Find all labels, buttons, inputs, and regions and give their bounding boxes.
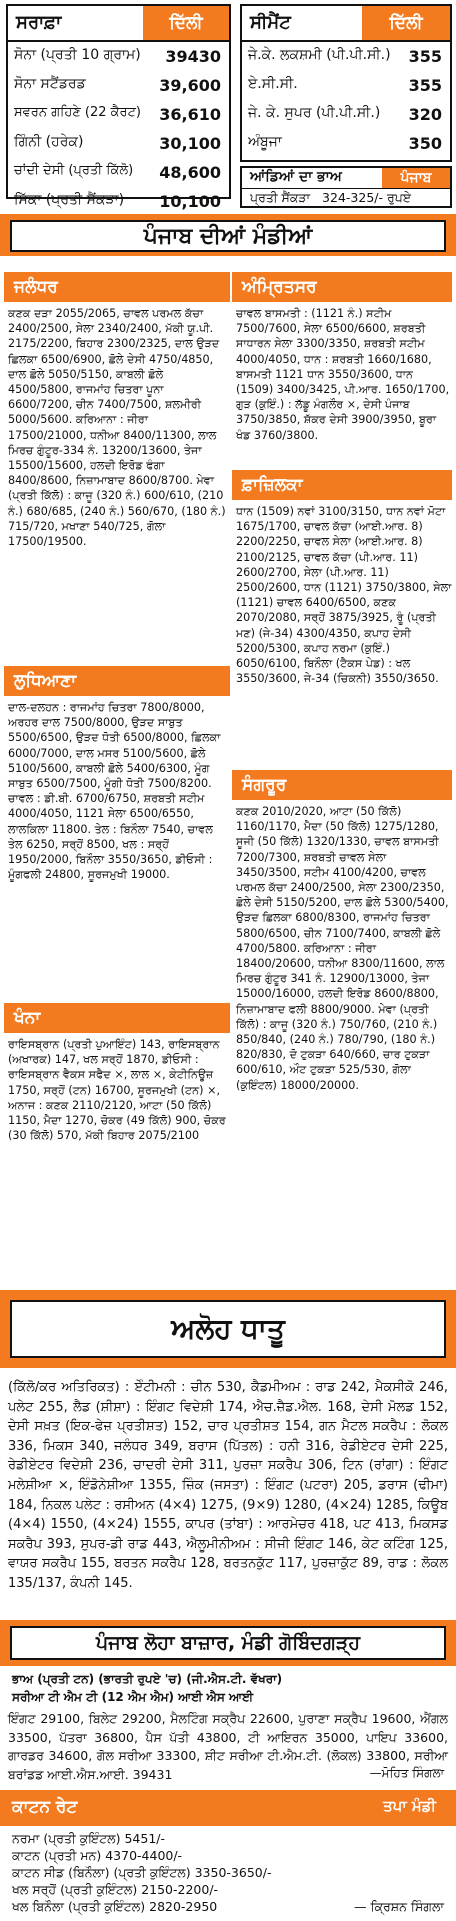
eggs-panel [240, 166, 452, 208]
city-heading: ਜਲੰਧਰ [4, 272, 230, 302]
bullion-title: ਸਰਾਫ਼ਾ [16, 12, 62, 33]
cement-title: ਸੀਮੈਂਟ [250, 12, 291, 33]
eggs-header [242, 168, 450, 189]
cement-row: ਜੇ. ਕੇ. ਸੁਪਰ (ਪੀ.ਪੀ.ਸੀ.) 320 [248, 105, 442, 124]
market-text: ਧਾਨ (1509) ਨਵਾਂ 3100/3150, ਧਾਨ ਨਵਾਂ ਮੋਟਾ 1675/1700, ਚਾਵਲ ਕੱਚਾ (ਆਈ.ਆਰ. 8) 2200/2250, ਚਾਵਲ ਸੇਲਾ (ਆਈ.ਆਰ. 8) 2100/2125, ਚਾਵਲ ਕੱਚਾ (ਪੀ.ਆਰ. 11) 2600/2700, ਸੇਲਾ (ਪੀ.ਆਰ. 11) 2500/2600, ਧਾਨ (1121) 3750/3800, ਸੇਲਾ (1121) ਚਾਵਲ 6400/6500, ਕਣਕ 2070/2080, ਸਰ੍ਹੋਂ 3875/3925, ਰੂੰ (ਪ੍ਰਤੀ ਮਣ) (ਜੇ-34) 4300/4350, ਕਪਾਹ ਦੇਸੀ 5200/5300, ਕਪਾਹ ਨਰਮਾ (ਕੁਇੰ.) 6050/6100, ਬਿਨੌਲਾ (ਟੈਕਸ ਪੇਡ) : ਖਲ 3550/3600, ਜੇ-34 (ਚਿਕਨੀ) 3550/3650. [236, 505, 452, 686]
mandi-heading: ਪੰਜਾਬ ਦੀਆਂ ਮੰਡੀਆਂ [10, 220, 446, 252]
cotton-row: ਕਾਟਨ ਸੀਡ (ਬਿਨੌਲਾ) (ਪ੍ਰਤੀ ਕੁਇੰਟਲ) 3350-3650/- [12, 1865, 272, 1880]
eggs-rate: ਪ੍ਰਤੀ ਸੈਂਕੜਾ 324-325/- ਰੁਪਏ [250, 190, 412, 205]
market-fazilka [236, 470, 452, 686]
market-ludhiana [8, 666, 230, 882]
market-text: ਦਾਲ-ਦਲਹਨ : ਰਾਜਮਾਂਹ ਚਿਤਰਾ 7800/8000, ਅਰਹਰ ਦਾਲ 7500/8000, ਉੜਦ ਸਾਬੁਤ 5500/6500, ਉੜਦ ਧੋਤੀ 6500/8000, ਛਿਲਕਾ 6000/7000, ਦਾਲ ਮਸਰ 5100/5600, ਛੋਲੇ 5100/5600, ਕਾਬਲੀ ਛੋਲੇ 5400/6300, ਮੂੰਗ ਸਾਬੁਤ 6500/7500, ਮੂੰਗੀ ਧੋਤੀ 7500/8200. ਚਾਵਲ : ਡੀ.ਬੀ. 6700/6750, ਸ਼ਰਬਤੀ ਸਟੀਮ 4000/4050, 1121 ਸੇਲਾ 6500/6550, ਲਾਲਕਿਲਾ 11800. ਤੇਲ : ਬਿਨੌਲਾ 7540, ਚਾਵਲ ਤੇਲ 6250, ਸਰ੍ਹੋਂ 8500, ਖਲ : ਸਰ੍ਹੋਂ 1950/2000, ਬਿਨੌਲਾ 3550/3650, ਡੀਓਸੀ : ਮੂੰਗਫਲੀ 24800, ਸੂਰਜਮੁਖੀ 19000. [8, 701, 221, 882]
bullion-city-tag: ਦਿੱਲੀ [143, 6, 229, 40]
bullion-row: ਸੋਨਾ (ਪ੍ਰਤੀ 10 ਗ੍ਰਾਮ) 39430 [14, 47, 221, 66]
iron-prices: ਇੰਗਟ 29100, ਬਿਲੇਟ 29200, ਮੈਲਟਿੰਗ ਸਕ੍ਰੈਪ 22600, ਪੁਰਾਣਾ ਸਕ੍ਰੈਪ 19600, ਐਂਗਲ 33500, ਪੱਤਰਾ 36800, ਪੈਸ ਪੱਤੀ 43800, ਟੀ ਆਇਰਨ 35000, ਪਾਇਪ 33600, ਗਾਰਡਰ 34600, ਗੋਲ ਸਰੀਆ 33300, ਸ਼ੀਟ ਸਰੀਆ ਟੀ.ਐਮ.ਟੀ. (ਲੋਕਲ) 33800, ਸਰੀਆ ਬਰਾਂਡਡ ਆਈ.ਐਸ.ਆਈ. 39431 [8, 1711, 448, 1782]
metal-band [0, 1290, 456, 1368]
metal-prices: (ਕਿੱਲੋ/ਕਰ ਅਤਿਰਿਕਤ) : ਏੰਟੀਮਨੀ : ਚੀਨ 530, ਕੈਡਮੀਅਮ : ਰਾਡ 242, ਮੈਕਸੀਕੋ 246, ਪਲੇਟ 255, ਲੈਡ (ਸ਼ੀਸ਼ਾ) : ਇੰਗਟ ਵਿਦੇਸ਼ੀ 174, ਐਚ.ਜ਼ੈਡ.ਐਲ. 168, ਦੇਸੀ ਮੋਲਡ 152, ਦੇਸੀ ਸਖ਼ਤ (ਇਕ-ਫੇਜ਼ ਪ੍ਰਤੀਸ਼ਤ) 152, ਚਾਰ ਪ੍ਰਤੀਸ਼ਤ 154, ਗਨ ਮੈਟਲ ਸਕਰੈਪ : ਲੋਕਲ 336, ਮਿਕਸ 340, ਜਲੰਧਰ 349, ਬਰਾਸ (ਪਿੱਤਲ) : ਹਨੀ 316, ਰੇਡੀਏਟਰ ਦੇਸੀ 225, ਰੇਡੀਏਟਰ ਵਿਦੇਸ਼ੀ 236, ਚਾਦਰੀ ਦੇਸੀ 311, ਪੁਰਜ਼ਾ ਸਕਰੈਪ 306, ਟਿਨ (ਰਾਂਗਾ) : ਇੰਗਟ ਮਲੇਸ਼ੀਆ ×, ਇੰਡੋਨੇਸ਼ੀਆ 1355, ਜ਼ਿੰਕ (ਜਸਤਾ) : ਇੰਗਟ (ਪਟਰਾ) 205, ਡਰਾਸ (ਢੀਮਾ) 184, ਨਿਕਲ ਪਲੇਟ : ਰਸੀਅਨ (4×4) 1275, (9×9) 1280, (4×24) 1285, ਕਿਊਬ (4×4) 1550, (4×24) 1555, ਕਾਪਰ (ਤਾਂਬਾ) : ਆਰਮੇਚਰ 418, ਪਟ 413, ਮਿਕਸਡ ਸਕਰੈਪ 393, ਸੁਪਰ-ਡੀ ਰਾਡ 443, ਐਲੂਮੀਨੀਅਮ : ਸੀਜੀ ਇੰਗਟ 146, ਕੇਟ ਕਟਿੰਗ 125, ਵਾਯਰ ਸਕਰੈਪ 155, ਬਰਤਨ ਸਕਰੈਪ 128, ਬਰਤਨਕੁੱਟ 117, ਪੁਰਜ਼ਾਕੁੱਟ 89, ਰਾਡ : ਲੋਕਲ 135/137, ਕੰਪਨੀ 145. [8, 1380, 448, 1591]
market-sangrur [236, 770, 452, 1093]
cement-row: ਏ.ਸੀ.ਸੀ. 355 [248, 76, 442, 95]
cotton-row: ਕਾਟਨ (ਪ੍ਰਤੀ ਮਨ) 4370-4400/- [12, 1848, 183, 1863]
cotton-bar [0, 1790, 456, 1826]
cotton-author: — ਕ੍ਰਿਸ਼ਨ ਸਿੰਗਲਾ [354, 1899, 444, 1914]
eggs-title: ਆਂਡਿਆਂ ਦਾ ਭਾਅ [250, 169, 342, 185]
bullion-row: ਚਾਂਦੀ ਦੇਸੀ (ਪ੍ਰਤੀ ਕਿੱਲੋ) 48,600 [14, 163, 221, 182]
iron-band [0, 1620, 456, 1666]
bullion-row: ਸਵਰਨ ਗਹਿਣੇ (22 ਕੈਰਟ) 36,610 [14, 105, 221, 124]
city-heading: ਅੰਮ੍ਰਿਤਸਰ [232, 272, 452, 302]
iron-rate-basis: ਭਾਅ (ਪ੍ਰਤੀ ਟਨ) (ਭਾਰਤੀ ਰੁਪਏ 'ਚ) (ਜੀ.ਐਸ.ਟੀ. ਵੱਖਰਾ) [12, 1672, 283, 1686]
cotton-row: ਨਰਮਾ (ਪ੍ਰਤੀ ਕੁਇੰਟਲ) 5451/- [12, 1831, 165, 1846]
market-text: ਰਾਇਸਬ੍ਰਾਨ (ਪ੍ਰਤੀ ਪੁਆਇੰਟ) 143, ਰਾਇਸਬ੍ਰਾਨ (ਅਖਾਰਕ) 147, ਖਲ ਸਰ੍ਹੋਂ 1870, ਡੀਓਸੀ : ਰਾਇਸਬ੍ਰਾਨ ਵੈਕਸ ਸਫੈਦ ×, ਲਾਲ ×, ਕੇਟੀਨਿਊਜ਼ 1750, ਸਰ੍ਹੋਂ (ਟਨ) 16700, ਸੂਰਜਮੁਖੀ (ਟਨ) ×, ਅਨਾਜ : ਕਣਕ 2110/2120, ਆਟਾ (50 ਕਿੱਲੋ) 1150, ਮੈਦਾ 1270, ਚੋਕਰ (49 ਕਿੱਲੋ) 900, ਚੋਕਰ (30 ਕਿੱਲੋ) 570, ਮੱਕੀ ਬਿਹਾਰ 2075/2100 [8, 1038, 226, 1143]
cement-panel [240, 4, 452, 162]
metal-heading: ਅਲੋਹ ਧਾਤੂ [10, 1300, 446, 1358]
market-text: ਕਣਕ 2010/2020, ਆਟਾ (50 ਕਿੱਲੋ) 1160/1170, ਮੈਦਾ (50 ਕਿੱਲੋ) 1275/1280, ਸੂਜੀ (50 ਕਿੱਲੋ) 1320/1330, ਚਾਵਲ ਬਾਸਮਤੀ 7200/7300, ਸ਼ਰਬਤੀ ਚਾਵਲ ਸੇਲਾ 3450/3500, ਸਟੀਮ 4100/4200, ਚਾਵਲ ਪਰਮਲ ਕੱਚਾ 2400/2500, ਸੇਲਾ 2300/2350, ਛੋਲੇ ਦੇਸੀ 5150/5200, ਦਾਲ ਛੋਲੇ 5300/5400, ਉੜਦ ਛਿਲਕਾ 6800/8300, ਰਾਜਮਾਂਹ ਚਿਤਰਾ 5800/6500, ਚੀਨ 7100/7400, ਕਾਬਲੀ ਛੋਲੇ 4700/5800. ਕਰਿਆਨਾ : ਜੀਰਾ 18400/20600, ਧਨੀਆ 8300/11600, ਲਾਲ ਮਿਰਚ ਗੁੰਟੂਰ 341 ਨੰ. 12900/13000, ਤੇਜਾ 15000/16000, ਹਲਦੀ ਇਰੋਡ 8600/8800, ਨਿਜ਼ਾਮਾਬਾਦ ਫਲੀ 8800/9000. ਮੇਵਾ (ਪ੍ਰਤੀ ਕਿੱਲੋ) : ਕਾਜੂ (320 ਨੰ.) 750/760, (210 ਨੰ.) 850/840, (240 ਨੰ.) 780/790, (180 ਨੰ.) 820/830, ਦੋ ਟੁਕੜਾ 640/660, ਚਾਰ ਟੁਕੜਾ 600/610, ਔਟ ਟੁਕੜਾ 525/530, ਗੋਲਾ (ਕੁਇੰਟਲ) 18000/20000. [236, 805, 449, 1092]
market-jalandhar [8, 272, 230, 549]
eggs-state-tag: ਪੰਜਾਬ [382, 168, 450, 188]
bullion-header [8, 6, 229, 42]
city-heading: ਫ਼ਾਜ਼ਿਲਕਾ [232, 470, 452, 500]
iron-heading: ਪੰਜਾਬ ਲੋਹਾ ਬਾਜ਼ਾਰ, ਮੰਡੀ ਗੋਬਿੰਦਗੜ੍ਹ [10, 1626, 446, 1660]
cotton-row: ਖਲ ਸਰ੍ਹੋਂ (ਪ੍ਰਤੀ ਕੁਇੰਟਲ) 2150-2200/- [12, 1882, 219, 1897]
iron-author: —ਮੋਹਿਤ ਸਿੰਗਲਾ [369, 1766, 444, 1780]
cotton-place: ਤਪਾ ਮੰਡੀ [383, 1797, 436, 1815]
city-heading: ਲੁਧਿਆਣਾ [4, 666, 230, 696]
cement-city-tag: ਦਿੱਲੀ [362, 6, 450, 40]
market-text: ਕਣਕ ਦੜਾ 2055/2065, ਚਾਵਲ ਪਰਮਲ ਕੱਚਾ 2400/2500, ਸੇਲਾ 2340/2400, ਮੱਕੀ ਯੂ.ਪੀ. 2175/2200, ਬਿਹਾਰ 2300/2325, ਦਾਲ ਉੜਦ ਛਿਲਕਾ 6500/6900, ਛੋਲੇ ਦੇਸੀ 4750/4850, ਦਾਲ ਛੋਲੇ 5050/5150, ਕਾਬਲੀ ਛੋਲੇ 4500/5800, ਰਾਜਮਾਂਹ ਚਿਤਰਾ ਪੂਨਾ 6600/7200, ਚੀਨ 7400/7500, ਸ਼ਲਮੀਰੀ 5000/5600. ਕਰਿਆਨਾ : ਜੀਰਾ 17500/21000, ਧਨੀਆ 8400/11300, ਲਾਲ ਮਿਰਚ ਗੁੰਟੂਰ-334 ਨੰ. 13200/13600, ਤੇਜਾ 15500/15600, ਹਲਦੀ ਇਰੋਡ ਫੰਗਾ 8400/8600, ਨਿਜ਼ਾਮਾਬਾਦ 8600/8700. ਮੇਵਾ (ਪ੍ਰਤੀ ਕਿੱਲੋ) : ਕਾਜੂ (320 ਨੰ.) 600/610, (210 ਨੰ.) 680/685, (240 ਨੰ.) 560/670, (180 ਨੰ.) 715/720, ਮਖਾਣਾ 540/725, ਗੋਲਾ 17500/19500. [8, 307, 226, 549]
mandi-band [0, 214, 456, 256]
cotton-title: ਕਾਟਨ ਰੇਟ [12, 1797, 78, 1817]
market-text: ਚਾਵਲ ਬਾਸਮਤੀ : (1121 ਨੰ.) ਸਟੀਮ 7500/7600, ਸੇਲਾ 6500/6600, ਸ਼ਰਬਤੀ ਸਾਧਾਰਨ ਸੇਲਾ 3300/3350, ਸ਼ਰਬਤੀ ਸਟੀਮ 4000/4050, ਧਾਨ : ਸ਼ਰਬਤੀ 1660/1680, ਬਾਸਮਤੀ 1121 ਧਾਨ 3550/3600, ਧਾਨ (1509) 3400/3425, ਪੀ.ਆਰ. 1650/1700, ਗੁੜ (ਕੁਇੰ.) : ਲੱਡੂ ਮੰਗਲੌਰ ×, ਦੇਸੀ ਪੰਜਾਬ 3750/3850, ਸ਼ੱਕਰ ਦੇਸੀ 3900/3950, ਬੂਰਾ ਖੰਡ 3760/3800. [236, 307, 450, 442]
bullion-panel [6, 4, 231, 211]
cement-row: ਜੇ.ਕੇ. ਲਕਸ਼ਮੀ (ਪੀ.ਪੀ.ਸੀ.) 355 [248, 47, 442, 66]
cotton-row: ਖਲ ਬਿਨੌਲਾ (ਪ੍ਰਤੀ ਕੁਇੰਟਲ) 2820-2950 [12, 1899, 218, 1914]
cement-row: ਅੰਬੂਜਾ 350 [248, 134, 442, 153]
market-khanna [8, 1003, 230, 1143]
bullion-row: ਗਿੰਨੀ (ਹਰੇਕ) 30,100 [14, 134, 221, 153]
bullion-row: ਸੋਨਾ ਸਟੈਂਡਰਡ 39,600 [14, 76, 221, 95]
bullion-row: ਸਿੱਕਾ (ਪ੍ਰਤੀ ਸੈਂਕੜਾ) 10,100 [14, 192, 221, 211]
cement-header [242, 6, 450, 42]
city-heading: ਖੰਨਾ [4, 1003, 230, 1033]
city-heading: ਸੰਗਰੂਰ [232, 770, 452, 800]
market-amritsar [236, 272, 452, 443]
iron-bar-title: ਸਰੀਆ ਟੀ ਐਮ ਟੀ (12 ਐਮ ਐਮ) ਆਈ ਐਸ ਆਈ [12, 1690, 254, 1704]
